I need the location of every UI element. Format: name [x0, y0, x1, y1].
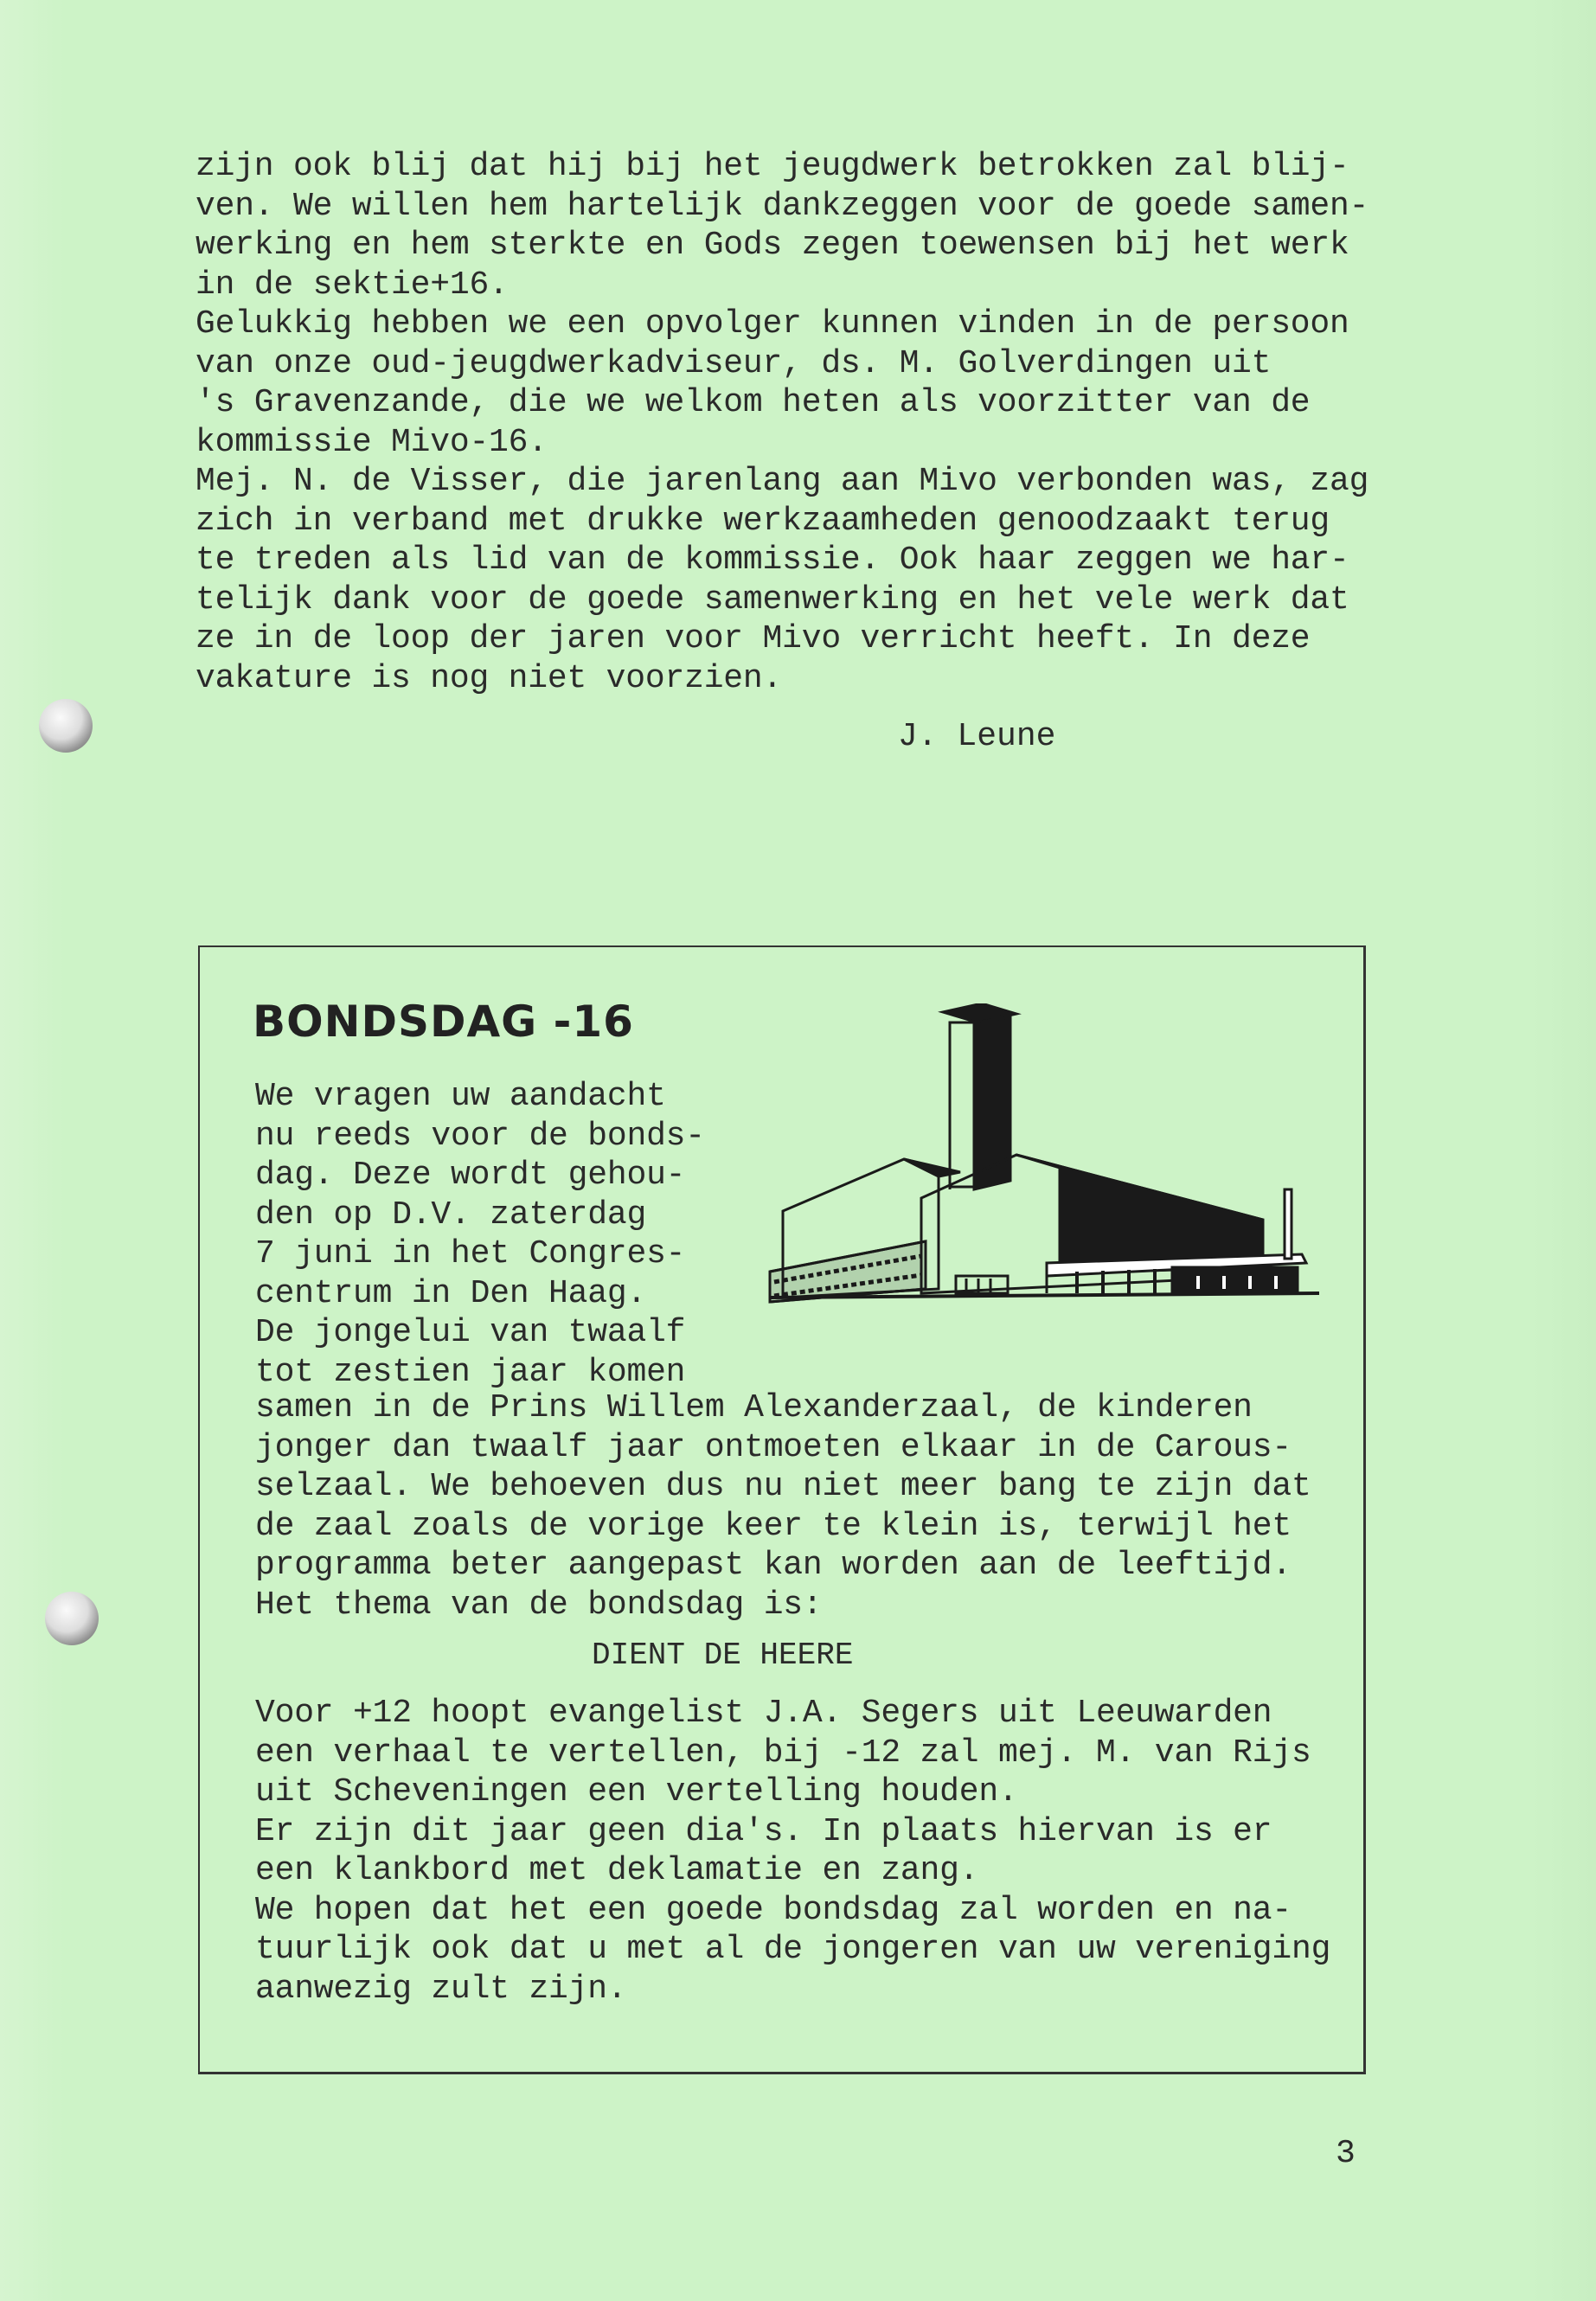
box-body-text: [255, 1388, 1311, 1625]
theme-title: DIENT DE HEERE: [592, 1638, 854, 1673]
text-line: dag. Deze wordt gehou-: [255, 1157, 686, 1194]
page-number: 3: [1336, 2135, 1356, 2172]
text-line: We vragen uw aandacht: [255, 1078, 666, 1115]
text-line: Voor +12 hoopt evangelist J.A. Segers uit Leeuwarden: [255, 1695, 1272, 1732]
text-line: de zaal zoals de vorige keer te klein is, terwijl het: [255, 1507, 1292, 1545]
box-heading: BONDSDAG -16: [253, 997, 634, 1047]
text-line: jonger dan twaalf jaar ontmoeten elkaar in de Carous-: [255, 1428, 1292, 1466]
text-line: een klankbord met deklamatie en zang.: [255, 1852, 979, 1889]
text-line: uit Scheveningen een vertelling houden.: [255, 1773, 1018, 1811]
text-line: tot zestien jaar komen: [255, 1353, 686, 1391]
text-line: 7 juni in het Congres-: [255, 1235, 686, 1272]
congress-building-illustration: [766, 1003, 1332, 1332]
box-closing-text: [255, 1694, 1330, 2009]
text-line: centrum in Den Haag.: [255, 1274, 647, 1312]
text-line: ze in de loop der jaren voor Mivo verricht heeft. In deze: [195, 620, 1311, 657]
text-line: te treden als lid van de kommissie. Ook haar zeggen we har-: [195, 542, 1349, 579]
text-line: selzaal. We behoeven dus nu niet meer bang te zijn dat: [255, 1468, 1311, 1505]
punch-hole: [39, 699, 93, 753]
text-line: ven. We willen hem hartelijk dankzeggen voor de goede samen-: [195, 187, 1369, 225]
text-line: werking en hem sterkte en Gods zegen toewensen bij het werk: [195, 227, 1349, 264]
article-text: [195, 147, 1368, 698]
text-line: samen in de Prins Willem Alexanderzaal, de kinderen: [255, 1389, 1253, 1426]
text-line: aanwezig zult zijn.: [255, 1970, 627, 2008]
text-line: Het thema van de bondsdag is:: [255, 1586, 823, 1624]
text-line: kommissie Mivo-16.: [195, 423, 548, 461]
text-line: zijn ook blij dat hij bij het jeugdwerk betrokken zal blij-: [195, 148, 1349, 185]
text-line: Gelukkig hebben we een opvolger kunnen vinden in de persoon: [195, 305, 1349, 343]
text-line: een verhaal te vertellen, bij -12 zal mej. M. van Rijs: [255, 1734, 1311, 1772]
text-line: zich in verband met drukke werkzaamheden genoodzaakt terug: [195, 502, 1330, 540]
text-line: 's Gravenzande, die we welkom heten als voorzitter van de: [195, 384, 1311, 421]
text-line: den op D.V. zaterdag: [255, 1195, 647, 1234]
text-line: vakature is nog niet voorzien.: [195, 659, 783, 697]
text-line: We hopen dat het een goede bondsdag zal worden en na-: [255, 1891, 1292, 1929]
punch-hole: [45, 1592, 99, 1645]
text-line: van onze oud-jeugdwerkadviseur, ds. M. Golverdingen uit: [195, 344, 1272, 382]
text-line: telijk dank voor de goede samenwerking en het vele werk dat: [195, 580, 1349, 619]
box-intro-text: [255, 1077, 705, 1392]
text-line: Mej. N. de Visser, die jarenlang aan Mivo verbonden was, zag: [195, 463, 1369, 500]
signature: J. Leune: [898, 718, 1056, 755]
text-line: nu reeds voor de bonds-: [255, 1117, 705, 1155]
text-line: tuurlijk ook dat u met al de jongeren van uw vereniging: [255, 1931, 1331, 1968]
text-line: De jongelui van twaalf: [255, 1314, 686, 1351]
text-line: in de sektie+16.: [195, 266, 509, 304]
text-line: programma beter aangepast kan worden aan de leeftijd.: [255, 1547, 1292, 1584]
text-line: Er zijn dit jaar geen dia's. In plaats hiervan is er: [255, 1812, 1272, 1850]
